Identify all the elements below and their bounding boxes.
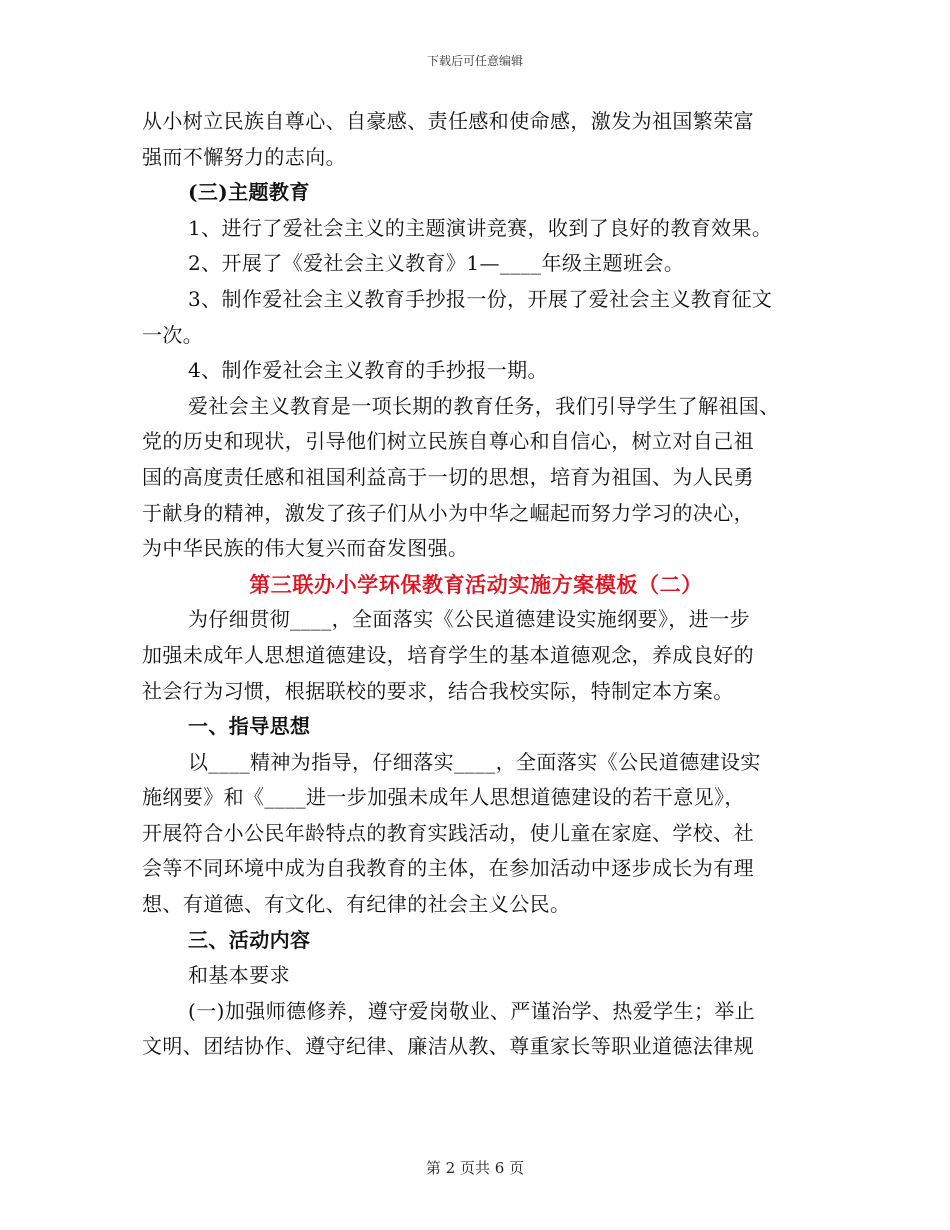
text-line: 以____精神为指导，仔细落实____，全面落实《公民道德建设实 (188, 749, 761, 774)
text-line: 开展符合小公民年龄特点的教育实践活动，使儿童在家庭、学校、社 (142, 820, 754, 845)
text-line: 三、活动内容 (188, 927, 311, 952)
text-line: 3、制作爱社会主义教育手抄报一份，开展了爱社会主义教育征文 (188, 286, 773, 311)
text-line: 4、制作爱社会主义教育的手抄报一期。 (188, 358, 548, 383)
section-title: 第三联办小学环保教育活动实施方案模板（二） (249, 571, 703, 597)
text-line: 国的高度责任感和祖国利益高于一切的思想，培育为祖国、为人民勇 (142, 464, 754, 489)
page-header: 下载后可任意编辑 (426, 54, 523, 68)
text-line: 加强未成年人思想道德建设，培育学生的基本道德观念，养成良好的 (142, 642, 754, 667)
text-line: 为中华民族的伟大复兴而奋发图强。 (142, 536, 469, 561)
page-footer: 第 2 页共 6 页 (425, 1159, 525, 1177)
text-line: 施纲要》和《____进一步加强未成年人思想道德建设的若干意见》， (142, 785, 745, 810)
text-line: 1、进行了爱社会主义的主题演讲竞赛，收到了良好的教育效果。 (188, 215, 773, 240)
text-line: 强而不懈努力的志向。 (142, 144, 346, 169)
text-line: 爱社会主义教育是一项长期的教育任务，我们引导学生了解祖国、 (188, 393, 780, 418)
text-line: 和基本要求 (188, 963, 290, 988)
text-line: 党的历史和现状，引导他们树立民族自尊心和自信心，树立对自己祖 (142, 429, 754, 454)
document-body (142, 104, 810, 1065)
text-line: 一次。 (142, 322, 204, 347)
text-line: (三)主题教育 (188, 180, 310, 205)
text-line: 文明、团结协作、遵守纪律、廉洁从教、尊重家长等职业道德法律规 (142, 1034, 754, 1059)
text-line: (一)加强师德修养，遵守爱岗敬业、严谨治学、热爱学生；举止 (188, 998, 756, 1023)
text-line: 会等不同环境中成为自我教育的主体，在参加活动中逐步成长为有理 (142, 856, 754, 881)
text-line: 于献身的精神，激发了孩子们从小为中华之崛起而努力学习的决心， (142, 500, 754, 525)
text-line: 社会行为习惯，根据联校的要求，结合我校实际，特制定本方案。 (142, 678, 734, 703)
text-line: 从小树立民族自尊心、自豪感、责任感和使命感，激发为祖国繁荣富 (142, 109, 754, 133)
text-line: 2、开展了《爱社会主义教育》1—____年级主题班会。 (188, 251, 685, 276)
text-line: 想、有道德、有文化、有纪律的社会主义公民。 (142, 892, 571, 917)
text-line: 一、指导思想 (188, 714, 311, 739)
text-line: 为仔细贯彻____，全面落实《公民道德建设实施纲要》，进一步 (188, 607, 750, 632)
